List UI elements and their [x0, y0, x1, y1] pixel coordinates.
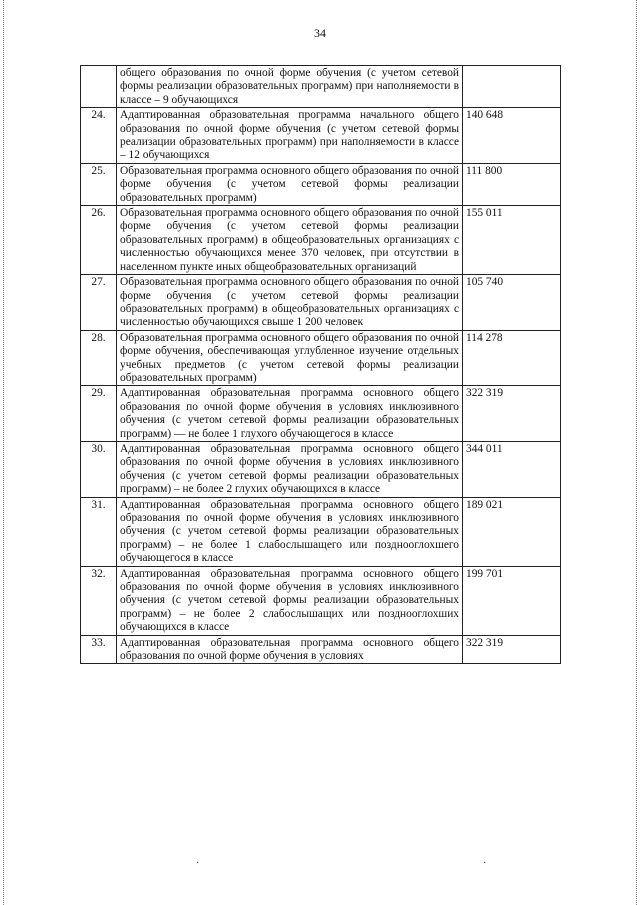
row-description: Образовательная программа основного общего образования по очной форме обучения (с учетом сетевой формы реализации образовательных программ)	[117, 163, 463, 205]
row-value: 322 319	[463, 386, 561, 442]
scan-edge-right	[636, 0, 638, 905]
table-row	[81, 386, 561, 442]
program-table	[80, 65, 561, 664]
row-value	[463, 66, 561, 108]
row-description: общего образования по очной форме обучения (с учетом сетевой формы реализации образовательных программ) при наполняемости в классе – 9 обучающихся	[117, 66, 463, 108]
row-description: Образовательная программа основного общего образования по очной форме обучения, обеспечивающая углубленное изучение отдельных учебных предметов (с учетом сетевой формы реализации образовательных программ)	[117, 330, 463, 386]
row-value: 105 740	[463, 275, 561, 331]
row-value: 199 701	[463, 566, 561, 635]
row-value: 322 319	[463, 635, 561, 664]
row-value: 140 648	[463, 108, 561, 164]
table-row	[81, 441, 561, 497]
row-number: 32.	[81, 566, 117, 635]
row-description: Образовательная программа основного общего образования по очной форме обучения (с учетом сетевой формы реализации образовательных программ) в общеобразовательных организациях с численностью обучающихся менее 370 человек, при отсутствии в населенном пункте иных общеобразовательных организаций	[117, 206, 463, 275]
row-description: Адаптированная образовательная программа основного общего образования по очной форме обучения в условиях инклюзивного обучения (с учетом сетевой формы реализации образовательных программ) — не более 1 глухого обучающегося в классе	[117, 386, 463, 442]
row-value: 344 011	[463, 441, 561, 497]
row-number: 33.	[81, 635, 117, 664]
row-number: 27.	[81, 275, 117, 331]
row-number: 26.	[81, 206, 117, 275]
row-number	[81, 66, 117, 108]
row-number: 31.	[81, 497, 117, 566]
table-row	[81, 108, 561, 164]
row-value: 114 278	[463, 330, 561, 386]
table-row	[81, 566, 561, 635]
row-value: 189 021	[463, 497, 561, 566]
table-row	[81, 275, 561, 331]
table-row	[81, 497, 561, 566]
row-number: 30.	[81, 441, 117, 497]
table-row	[81, 206, 561, 275]
row-number: 28.	[81, 330, 117, 386]
table-row	[81, 330, 561, 386]
row-number: 25.	[81, 163, 117, 205]
row-number: 24.	[81, 108, 117, 164]
table-row	[81, 635, 561, 664]
scan-speck: ·	[483, 858, 487, 869]
row-description: Адаптированная образовательная программа начального общего образования по очной форме обучения (с учетом сетевой формы реализации образовательных программ) при наполняемости в классе – 12 обучающихся	[117, 108, 463, 164]
row-number: 29.	[81, 386, 117, 442]
row-description: Адаптированная образовательная программа основного общего образования по очной форме обучения в условиях инклюзивного обучения (с учетом сетевой формы реализации образовательных программ) – не более 1 слабослышащего или позднооглохшего обучающегося в классе	[117, 497, 463, 566]
table-row	[81, 163, 561, 205]
scan-edge-left	[3, 0, 5, 905]
scan-speck: ·	[196, 858, 200, 869]
row-description: Адаптированная образовательная программа основного общего образования по очной форме обучения в условиях инклюзивного обучения (с учетом сетевой формы реализации образовательных программ) – не более 2 слабослышащих или позднооглохших обучающихся в классе	[117, 566, 463, 635]
row-value: 111 800	[463, 163, 561, 205]
table-row	[81, 66, 561, 108]
row-description: Адаптированная образовательная программа основного общего образования по очной форме обучения в условиях инклюзивного обучения (с учетом сетевой формы реализации образовательных программ) – не более 2 глухих обучающихся в классе	[117, 441, 463, 497]
row-description: Адаптированная образовательная программа основного общего образования по очной форме обучения в условиях	[117, 635, 463, 664]
row-description: Образовательная программа основного общего образования по очной форме обучения (с учетом сетевой формы реализации образовательных программ) в общеобразовательных организациях с численностью обучающихся свыше 1 200 человек	[117, 275, 463, 331]
row-value: 155 011	[463, 206, 561, 275]
page-number: 34	[314, 26, 326, 40]
